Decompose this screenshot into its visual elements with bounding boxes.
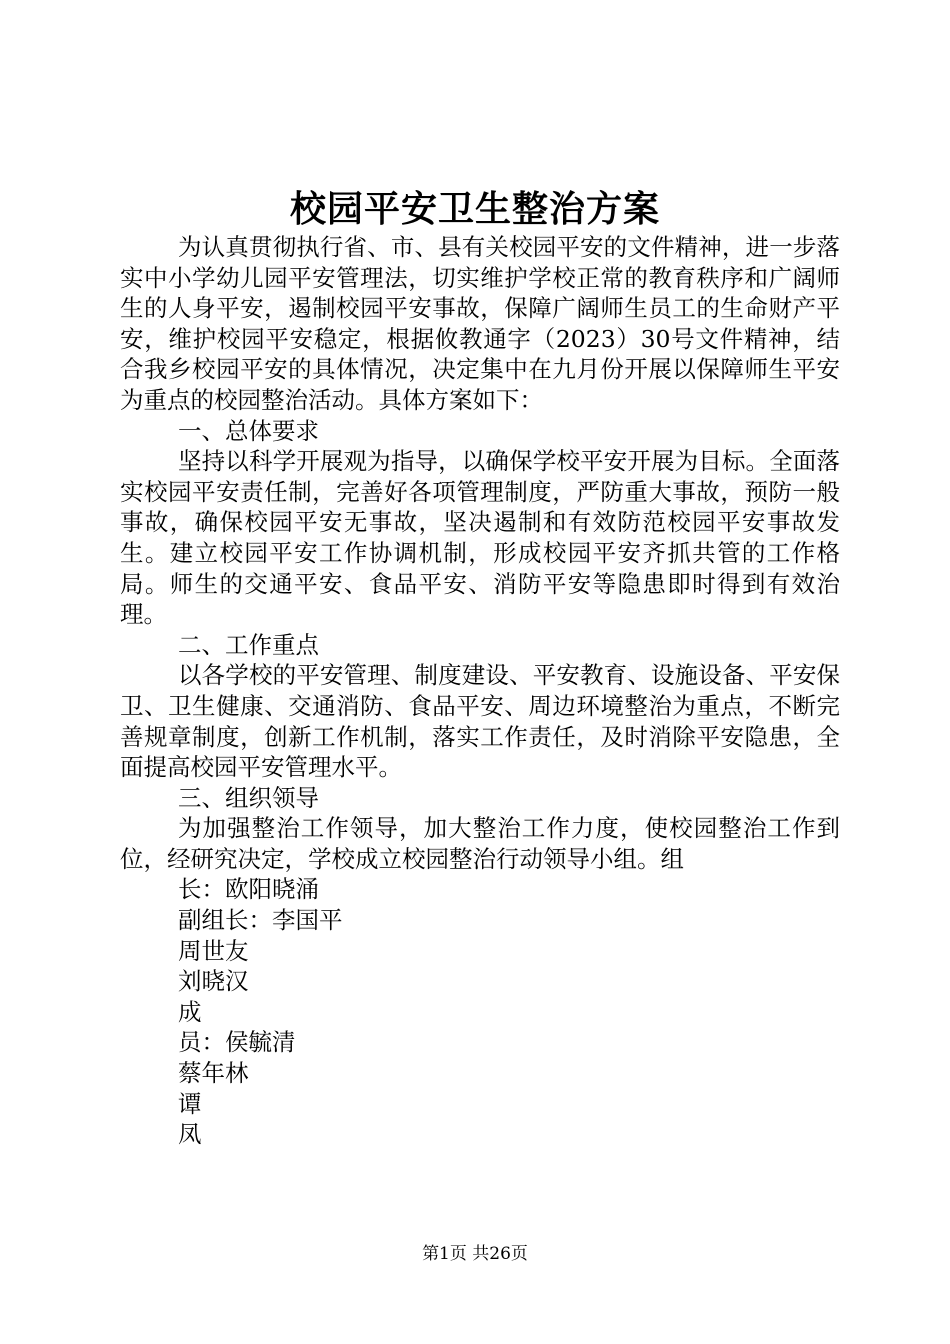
page-title: 校园平安卫生整治方案: [289, 188, 660, 230]
section-paragraph-general-requirements: 坚持以科学开展观为指导，以确保学校平安开展为目标。全面落实校园平安责任制，完善好各项管理制度，严防重大事故，预防一般事故，确保校园平安无事故，坚决遏制和有效防范校园平安事故发生。建立校园平安工作协调机制，形成校园平安齐抓共管的工作格局。师生的交通平安、食品平安、消防平安等隐患即时得到有效治理。: [120, 447, 840, 629]
section-heading-organization: 三、组织领导: [178, 783, 319, 812]
member-line: 谭: [178, 1089, 202, 1118]
member-line: 长：欧阳晓涌: [178, 875, 319, 904]
intro-paragraph: 为认真贯彻执行省、市、县有关校园平安的文件精神，进一步落实中小学幼儿园平安管理法，切实维护学校正常的教育秩序和广阔师生的人身平安，遏制校园平安事故，保障广阔师生员工的生命财产平安，维护校园平安稳定，根据攸教通字（2023）30号文件精神，结合我乡校园平安的具体情况，决定集中在九月份开展以保障师生平安为重点的校园整治活动。具体方案如下：: [120, 233, 840, 414]
member-line: 蔡年林: [178, 1059, 249, 1088]
section-heading-work-focus: 二、工作重点: [178, 630, 319, 659]
section-paragraph-organization: 为加强整治工作领导，加大整治工作力度，使校园整治工作到位，经研究决定，学校成立校园整治行动领导小组。组: [120, 814, 840, 873]
member-line: 凤: [178, 1120, 202, 1149]
member-line: 副组长：李国平: [178, 906, 343, 935]
member-line: 周世友: [178, 936, 249, 965]
member-line: 员：侯毓清: [178, 1028, 296, 1057]
document-body: [120, 232, 840, 1150]
section-heading-general-requirements: 一、总体要求: [178, 416, 319, 445]
page-footer: 第1页 共26页: [422, 1244, 528, 1264]
section-paragraph-work-focus: 以各学校的平安管理、制度建设、平安教育、设施设备、平安保卫、卫生健康、交通消防、食品平安、周边环境整治为重点，不断完善规章制度，创新工作机制，落实工作责任，及时消除平安隐患，全面提高校园平安管理水平。: [120, 661, 840, 782]
member-line: 成: [178, 997, 202, 1026]
member-line: 刘晓汉: [178, 967, 249, 996]
